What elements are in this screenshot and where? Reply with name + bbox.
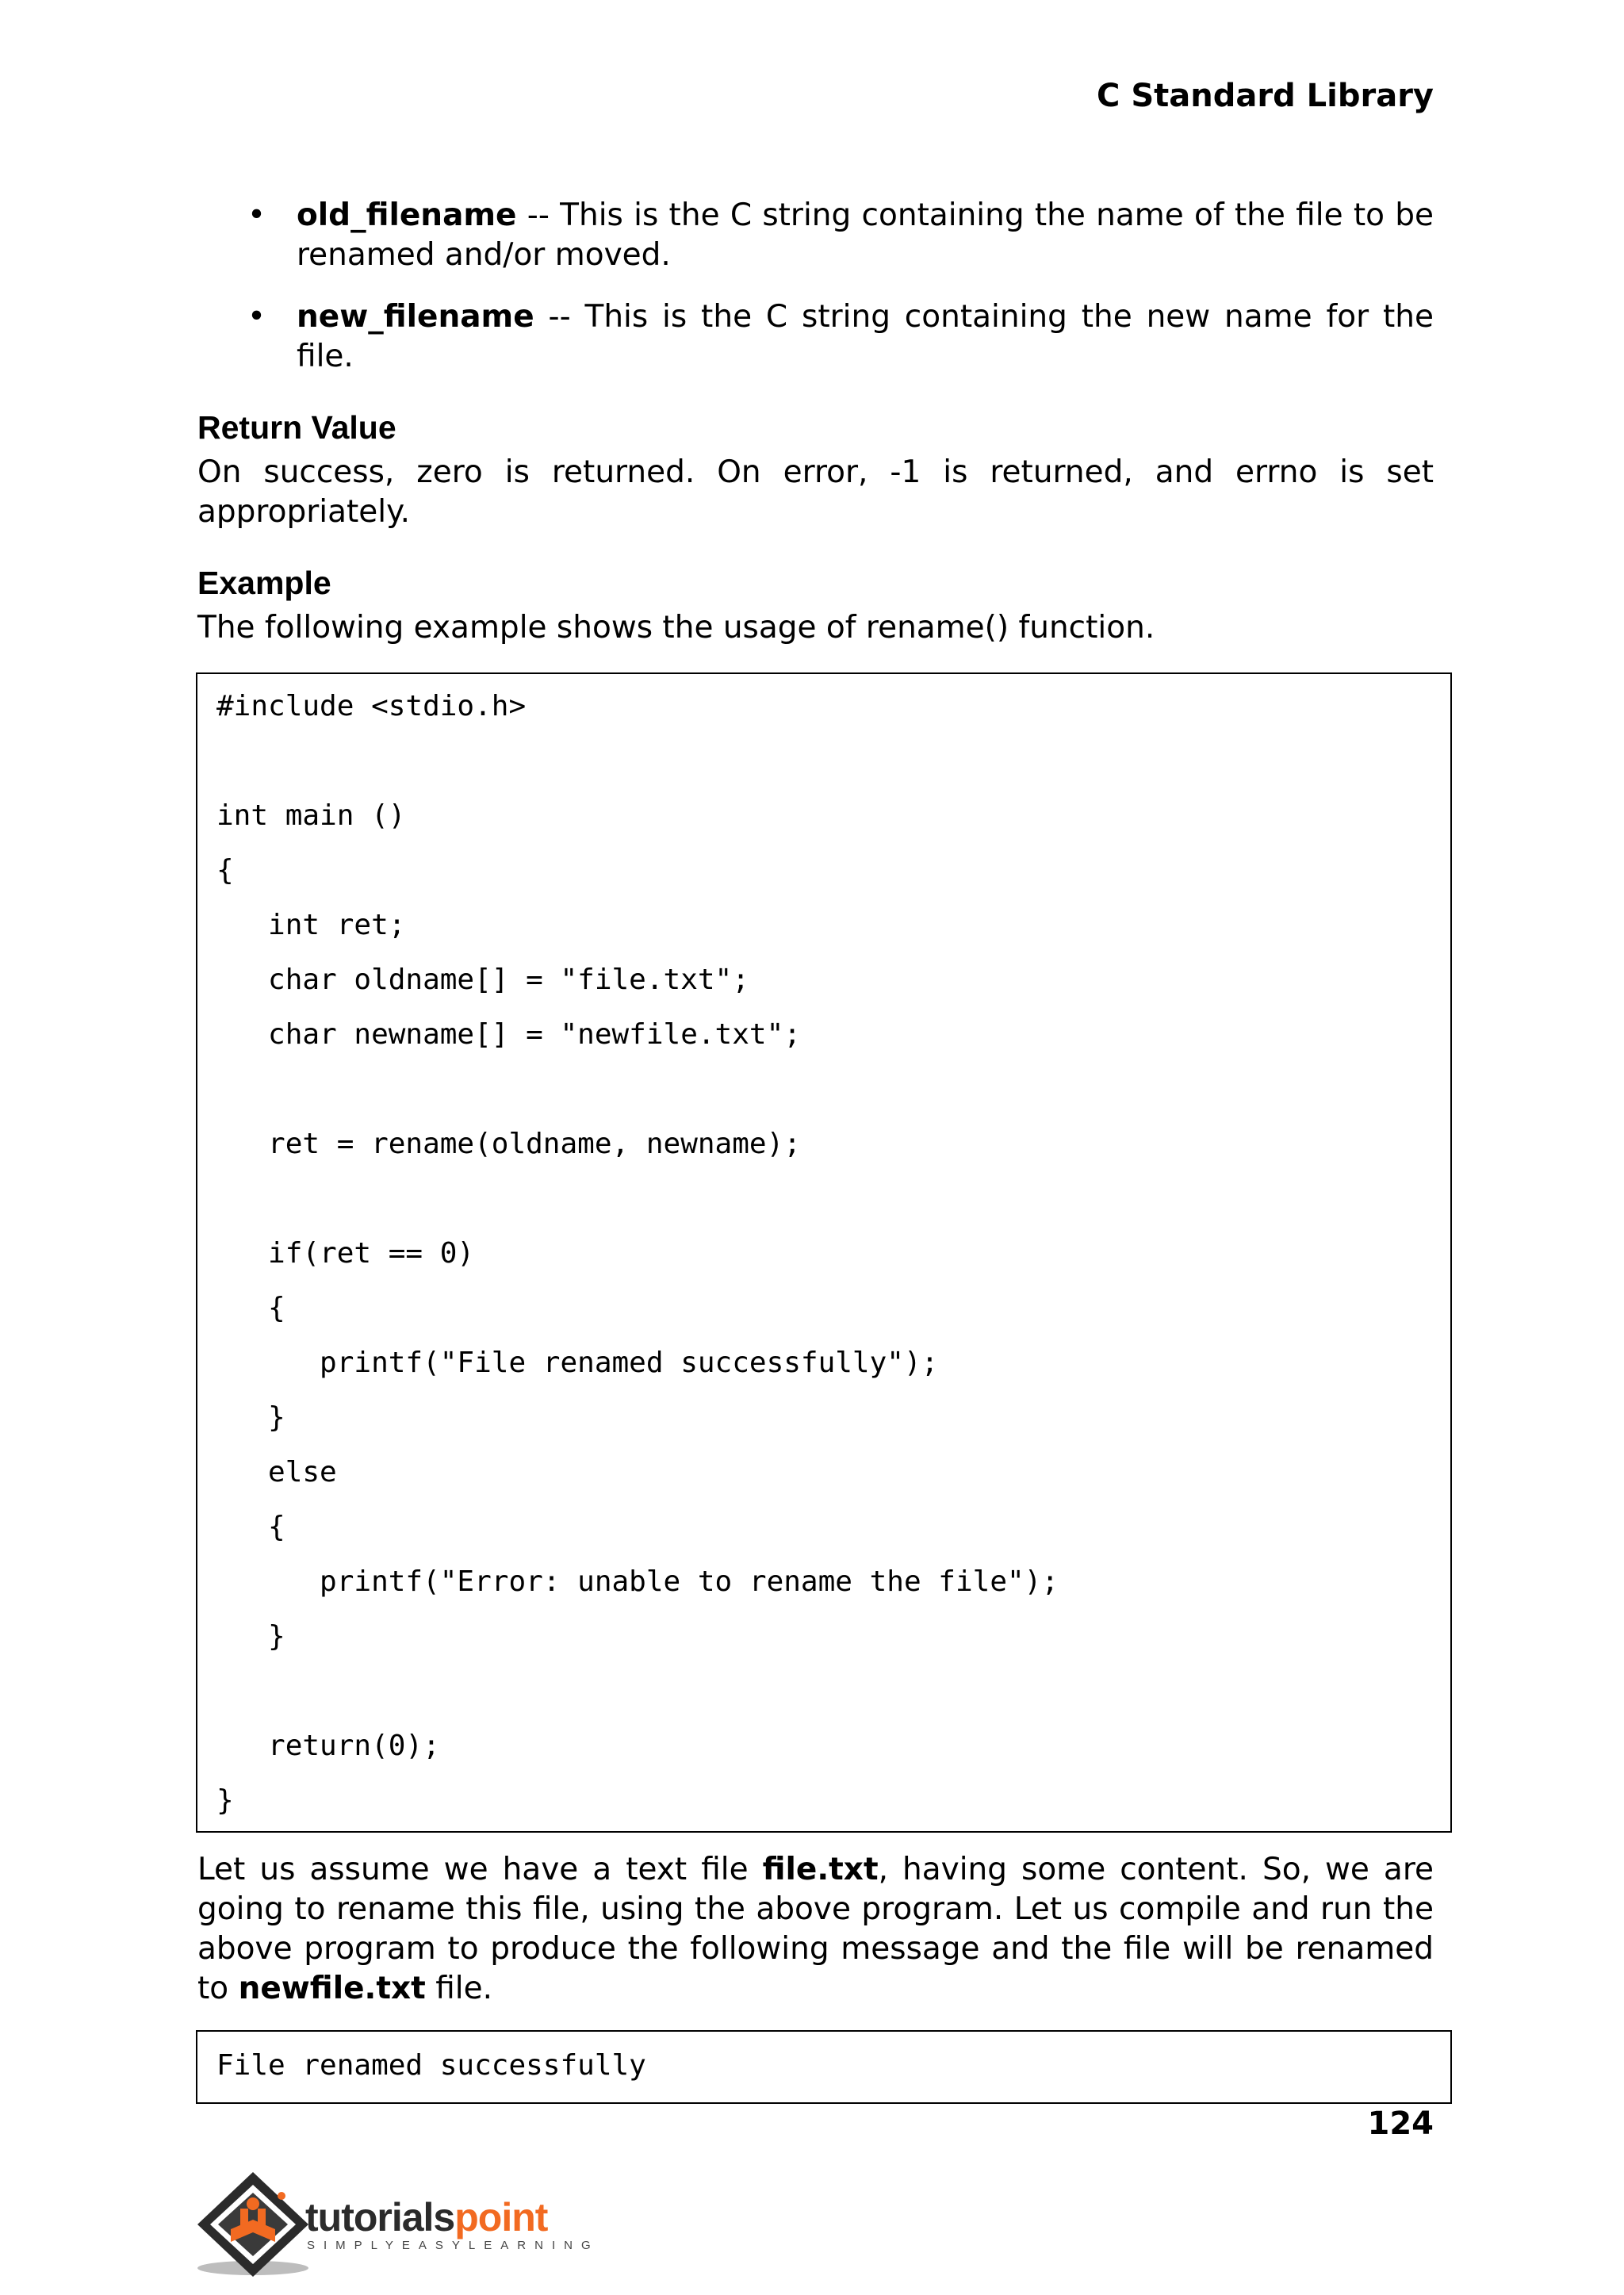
logo-tagline: SIMPLYEASYLEARNING bbox=[307, 2239, 599, 2252]
output-line: File renamed successfully bbox=[216, 2049, 646, 2082]
code-line: char oldname[] = "file.txt"; bbox=[216, 964, 749, 996]
bullet-icon: • bbox=[247, 197, 266, 233]
code-line: if(ret == 0) bbox=[216, 1237, 475, 1270]
code-line: { bbox=[216, 854, 234, 887]
explanation-paragraph: Let us assume we have a text file file.txt, having some content. So, we are going to rename this file, using the above program. Let us compile and run the above program to produce the following message and the file will be renamed to newfile.txt file. bbox=[197, 1852, 1434, 2006]
code-line: printf("Error: unable to rename the file"); bbox=[216, 1565, 1059, 1598]
return-value-text: On success, zero is returned. On error, -1 is returned, and errno is set appropriately. bbox=[197, 454, 1434, 530]
page-number: 124 bbox=[1367, 2105, 1434, 2142]
code-line: ret = rename(oldname, newname); bbox=[216, 1128, 801, 1160]
code-line: int ret; bbox=[216, 909, 406, 941]
param-term: new_filename bbox=[297, 299, 534, 335]
param-description: -- This is the C string containing the new name for the file. bbox=[297, 299, 1434, 374]
code-line: return(0); bbox=[216, 1730, 440, 1762]
logo-emblem-icon bbox=[194, 2169, 313, 2280]
example-code-block bbox=[196, 672, 1452, 1833]
param-description: -- This is the C string containing the name of the file to be renamed and/or moved. bbox=[297, 197, 1434, 273]
example-intro: The following example shows the usage of rename() function. bbox=[197, 610, 1155, 646]
code-line: char newname[] = "newfile.txt"; bbox=[216, 1018, 801, 1051]
code-line: { bbox=[216, 1511, 285, 1543]
tutorialspoint-logo bbox=[194, 2169, 599, 2283]
code-line: } bbox=[216, 1620, 285, 1653]
param-term: old_filename bbox=[297, 197, 517, 233]
output-block bbox=[196, 2030, 1452, 2104]
param-item-old-filename bbox=[247, 196, 1434, 275]
code-line: #include <stdio.h> bbox=[216, 690, 527, 722]
code-line: { bbox=[216, 1292, 285, 1324]
code-line: int main () bbox=[216, 799, 406, 832]
bullet-icon: • bbox=[247, 299, 266, 335]
example-heading: Example bbox=[197, 565, 331, 601]
param-item-new-filename bbox=[247, 297, 1434, 377]
return-value-heading: Return Value bbox=[197, 409, 396, 446]
logo-wordmark: tutorialspoint bbox=[305, 2195, 548, 2239]
code-line: printf("File renamed successfully"); bbox=[216, 1347, 939, 1379]
code-line: } bbox=[216, 1784, 234, 1817]
code-line: else bbox=[216, 1456, 337, 1488]
running-header: C Standard Library bbox=[1097, 78, 1434, 114]
file-name-bold: file.txt bbox=[762, 1852, 879, 1887]
code-line: } bbox=[216, 1401, 285, 1434]
new-file-name-bold: newfile.txt bbox=[238, 1971, 426, 2006]
